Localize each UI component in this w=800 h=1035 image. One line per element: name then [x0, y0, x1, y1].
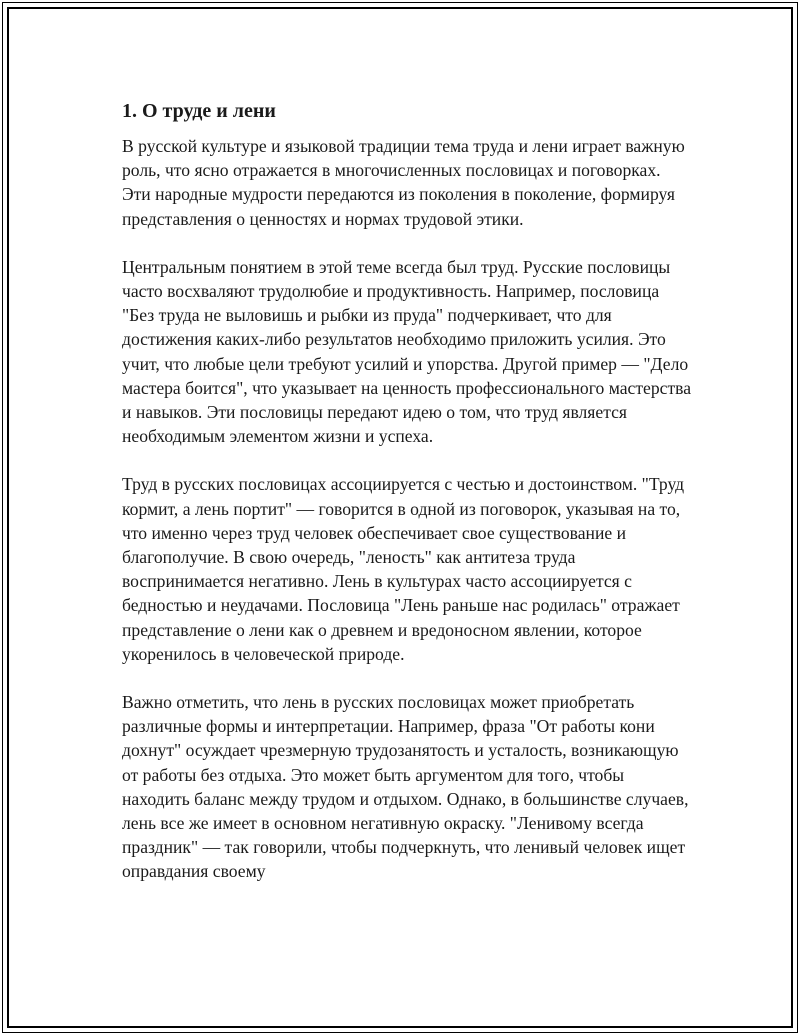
paragraph-1: В русской культуре и языковой традиции тема труда и лени играет важную роль, что ясно отражается в многочисленных пословицах и поговорках. Эти народные мудрости передаются из поколения в поколение, формируя представления о ценностях и нормах трудовой этики.	[122, 136, 685, 229]
page-frame	[2, 2, 798, 1033]
section-heading: 1. О труде и лени	[122, 100, 276, 122]
paragraph-4: Важно отметить, что лень в русских пословицах может приобретать различные формы и интерпретации. Например, фраза "От работы кони дохнут" осуждает чрезмерную трудозанятость и усталость, возникающую от работы без отдыха. Это может быть аргументом для того, чтобы находить баланс между трудом и отдыхом. Однако, в большинстве случаев, лень все же имеет в основном негативную окраску. "Ленивому всегда праздник" — так говорили, чтобы подчеркнуть, что ленивый человек ищет оправдания своему	[122, 692, 689, 882]
document-body	[122, 98, 692, 908]
paragraph-2: Центральным понятием в этой теме всегда был труд. Русские пословицы часто восхваляют трудолюбие и продуктивность. Например, пословица "Без труда не выловишь и рыбки из пруда" подчеркивает, что для достижения каких-либо результатов необходимо приложить усилия. Это учит, что любые цели требуют усилий и упорства. Другой пример — "Дело мастера боится", что указывает на ценность профессионального мастерства и навыков. Эти пословицы передают идею о том, что труд является необходимым элементом жизни и успеха.	[122, 256, 692, 447]
paragraph-3: Труд в русских пословицах ассоциируется с честью и достоинством. "Труд кормит, а лень портит" — говорится в одной из поговорок, указывая на то, что именно через труд человек обеспечивает свое существование и благополучие. В свою очередь, "леность" как антитеза труда воспринимается негативно. Лень в культурах часто ассоциируется с бедностью и неудачами. Пословица "Лень раньше нас родилась" отражает представление о лени как о древнем и вредоносном явлении, которое укоренилось в человеческой природе.	[122, 474, 685, 664]
